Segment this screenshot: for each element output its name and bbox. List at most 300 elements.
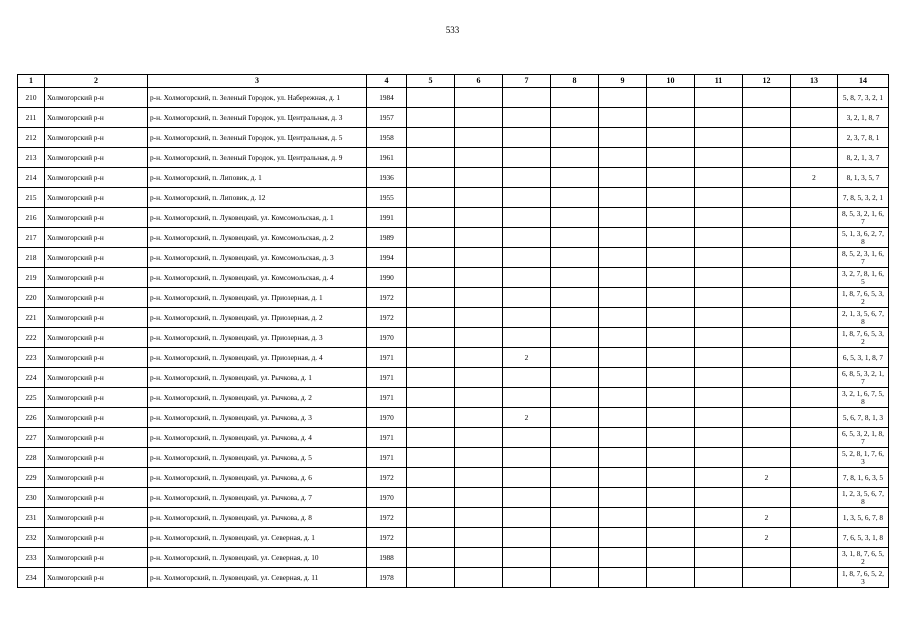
table-cell-col-10 [647,268,695,288]
table-cell-col-1: 234 [18,568,45,588]
table-cell-col-12 [743,488,791,508]
table-cell-col-7 [503,328,551,348]
table-cell-col-1: 216 [18,208,45,228]
table-cell-col-6 [455,528,503,548]
table-cell-col-3: р-н. Холмогорский, п. Луковецкий, ул. Комсомольская, д. 4 [148,268,367,288]
table-row [18,168,889,188]
table-cell-col-14: 5, 8, 7, 3, 2, 1 [838,88,889,108]
table-cell-col-1: 228 [18,448,45,468]
table-cell-col-14: 8, 5, 2, 3, 1, 6, 7 [838,248,889,268]
table-cell-col-9 [599,508,647,528]
table-cell-col-4: 1971 [367,348,407,368]
table-cell-col-3: р-н. Холмогорский, п. Луковецкий, ул. Рычкова, д. 7 [148,488,367,508]
table-row [18,368,889,388]
table-cell-col-14: 1, 8, 7, 6, 5, 2, 3 [838,568,889,588]
table-cell-col-5 [407,428,455,448]
table-cell-col-8 [551,208,599,228]
table-cell-col-6 [455,328,503,348]
table-cell-col-7 [503,248,551,268]
table-cell-col-10 [647,368,695,388]
table-cell-col-5 [407,288,455,308]
table-cell-col-1: 225 [18,388,45,408]
table-cell-col-4: 1957 [367,108,407,128]
table-cell-col-7 [503,208,551,228]
table-cell-col-1: 221 [18,308,45,328]
table-row [18,348,889,368]
table-cell-col-12 [743,368,791,388]
table-cell-col-2: Холмогорский р-н [45,448,148,468]
table-cell-col-12 [743,168,791,188]
table-cell-col-9 [599,428,647,448]
table-cell-col-8 [551,428,599,448]
table-cell-col-4: 1972 [367,288,407,308]
table-cell-col-2: Холмогорский р-н [45,368,148,388]
table-cell-col-8 [551,228,599,248]
table-cell-col-5 [407,168,455,188]
table-cell-col-12: 2 [743,468,791,488]
table-cell-col-6 [455,428,503,448]
table-cell-col-12: 2 [743,528,791,548]
table-cell-col-4: 1971 [367,448,407,468]
table-cell-col-7 [503,508,551,528]
table-cell-col-10 [647,348,695,368]
table-cell-col-5 [407,328,455,348]
column-header-12: 12 [743,75,791,88]
page-number: 533 [445,25,460,35]
table-cell-col-14: 1, 2, 3, 5, 6, 7, 8 [838,488,889,508]
table-cell-col-11 [695,188,743,208]
table-cell-col-11 [695,308,743,328]
table-cell-col-1: 215 [18,188,45,208]
table-cell-col-14: 1, 8, 7, 6, 5, 3, 2 [838,288,889,308]
table-cell-col-9 [599,108,647,128]
table-cell-col-3: р-н. Холмогорский, п. Луковецкий, ул. Рычкова, д. 5 [148,448,367,468]
table-cell-col-3: р-н. Холмогорский, п. Луковецкий, ул. Комсомольская, д. 1 [148,208,367,228]
table-cell-col-6 [455,568,503,588]
column-header-7: 7 [503,75,551,88]
table-cell-col-8 [551,188,599,208]
table-row [18,468,889,488]
table-cell-col-8 [551,488,599,508]
table-cell-col-1: 227 [18,428,45,448]
column-header-9: 9 [599,75,647,88]
table-cell-col-4: 1972 [367,508,407,528]
table-cell-col-8 [551,408,599,428]
table-cell-col-5 [407,568,455,588]
table-cell-col-13 [791,508,838,528]
table-cell-col-4: 1990 [367,268,407,288]
table-cell-col-6 [455,168,503,188]
table-cell-col-1: 233 [18,548,45,568]
table-cell-col-2: Холмогорский р-н [45,388,148,408]
table-cell-col-5 [407,548,455,568]
table-cell-col-5 [407,408,455,428]
table-cell-col-7 [503,468,551,488]
table-cell-col-11 [695,568,743,588]
table-cell-col-2: Холмогорский р-н [45,128,148,148]
table-cell-col-6 [455,88,503,108]
table-cell-col-14: 8, 5, 3, 2, 1, 6, 7 [838,208,889,228]
table-cell-col-6 [455,548,503,568]
table-cell-col-10 [647,488,695,508]
table-cell-col-11 [695,128,743,148]
table-cell-col-8 [551,168,599,188]
table-cell-col-9 [599,388,647,408]
table-cell-col-8 [551,508,599,528]
table-cell-col-1: 223 [18,348,45,368]
table-cell-col-8 [551,348,599,368]
table-cell-col-2: Холмогорский р-н [45,508,148,528]
table-cell-col-2: Холмогорский р-н [45,348,148,368]
table-cell-col-5 [407,348,455,368]
table-cell-col-4: 1970 [367,488,407,508]
table-cell-col-8 [551,368,599,388]
table-cell-col-13 [791,488,838,508]
table-cell-col-11 [695,208,743,228]
table-cell-col-1: 217 [18,228,45,248]
table-cell-col-13: 2 [791,168,838,188]
table-cell-col-5 [407,128,455,148]
table-cell-col-12 [743,568,791,588]
table-cell-col-4: 1936 [367,168,407,188]
table-cell-col-1: 211 [18,108,45,128]
table-cell-col-9 [599,368,647,388]
table-cell-col-11 [695,248,743,268]
table-cell-col-4: 1991 [367,208,407,228]
table-cell-col-10 [647,428,695,448]
table-cell-col-8 [551,328,599,348]
table-cell-col-11 [695,148,743,168]
table-cell-col-5 [407,508,455,528]
table-cell-col-12 [743,108,791,128]
table-cell-col-7 [503,368,551,388]
table-cell-col-1: 212 [18,128,45,148]
table-cell-col-5 [407,268,455,288]
table-cell-col-10 [647,168,695,188]
table-cell-col-13 [791,268,838,288]
table-row [18,268,889,288]
table-cell-col-6 [455,128,503,148]
table-cell-col-10 [647,208,695,228]
table-cell-col-12 [743,148,791,168]
table-cell-col-2: Холмогорский р-н [45,148,148,168]
table-cell-col-1: 231 [18,508,45,528]
table-cell-col-9 [599,288,647,308]
table-cell-col-11 [695,228,743,248]
table-cell-col-3: р-н. Холмогорский, п. Луковецкий, ул. Приозерная, д. 4 [148,348,367,368]
table-cell-col-6 [455,108,503,128]
table-cell-col-6 [455,408,503,428]
table-cell-col-12 [743,88,791,108]
table-cell-col-5 [407,148,455,168]
table-cell-col-2: Холмогорский р-н [45,468,148,488]
table-cell-col-11 [695,288,743,308]
table-cell-col-11 [695,488,743,508]
table-cell-col-10 [647,448,695,468]
table-cell-col-5 [407,308,455,328]
table-cell-col-13 [791,348,838,368]
table-cell-col-12 [743,208,791,228]
table-cell-col-3: р-н. Холмогорский, п. Липовик, д. 1 [148,168,367,188]
table-cell-col-14: 3, 2, 1, 6, 7, 5, 8 [838,388,889,408]
table-cell-col-10 [647,408,695,428]
table-cell-col-2: Холмогорский р-н [45,248,148,268]
table-cell-col-1: 222 [18,328,45,348]
column-header-5: 5 [407,75,455,88]
table-cell-col-12 [743,188,791,208]
table-row [18,188,889,208]
table-cell-col-9 [599,148,647,168]
table-cell-col-12 [743,288,791,308]
table-cell-col-3: р-н. Холмогорский, п. Луковецкий, ул. Рычкова, д. 2 [148,388,367,408]
table-row [18,568,889,588]
table-cell-col-3: р-н. Холмогорский, п. Луковецкий, ул. Комсомольская, д. 3 [148,248,367,268]
table-cell-col-6 [455,248,503,268]
column-header-13: 13 [791,75,838,88]
table-cell-col-10 [647,128,695,148]
table-cell-col-10 [647,248,695,268]
table-cell-col-3: р-н. Холмогорский, п. Зеленый Городок, ул. Центральная, д. 5 [148,128,367,148]
table-row [18,248,889,268]
table-row [18,408,889,428]
table-cell-col-5 [407,528,455,548]
table-cell-col-8 [551,568,599,588]
table-cell-col-8 [551,468,599,488]
table-cell-col-12 [743,388,791,408]
table-cell-col-9 [599,348,647,368]
table-cell-col-2: Холмогорский р-н [45,288,148,308]
table-cell-col-10 [647,548,695,568]
table-cell-col-13 [791,448,838,468]
table-cell-col-6 [455,488,503,508]
table-cell-col-11 [695,388,743,408]
table-cell-col-8 [551,148,599,168]
table-cell-col-12 [743,228,791,248]
table-cell-col-10 [647,528,695,548]
table-cell-col-9 [599,208,647,228]
table-cell-col-10 [647,388,695,408]
table-cell-col-8 [551,388,599,408]
table-cell-col-8 [551,548,599,568]
table-cell-col-7 [503,448,551,468]
table-cell-col-7 [503,128,551,148]
table-row [18,288,889,308]
table-cell-col-4: 1972 [367,528,407,548]
table-cell-col-10 [647,228,695,248]
table-cell-col-14: 5, 6, 7, 8, 1, 3 [838,408,889,428]
table-cell-col-3: р-н. Холмогорский, п. Луковецкий, ул. Северная, д. 10 [148,548,367,568]
table-row [18,128,889,148]
table-cell-col-14: 7, 6, 5, 3, 1, 8 [838,528,889,548]
table-cell-col-3: р-н. Холмогорский, п. Зеленый Городок, ул. Набережная, д. 1 [148,88,367,108]
table-cell-col-12 [743,428,791,448]
table-cell-col-3: р-н. Холмогорский, п. Луковецкий, ул. Рычкова, д. 6 [148,468,367,488]
table-cell-col-12 [743,128,791,148]
table-cell-col-8 [551,108,599,128]
table-cell-col-12 [743,248,791,268]
table-cell-col-6 [455,508,503,528]
table-cell-col-3: р-н. Холмогорский, п. Зеленый Городок, ул. Центральная, д. 3 [148,108,367,128]
table-row [18,108,889,128]
table-cell-col-2: Холмогорский р-н [45,228,148,248]
table-cell-col-14: 2, 3, 7, 8, 1 [838,128,889,148]
table-cell-col-3: р-н. Холмогорский, п. Луковецкий, ул. Рычкова, д. 8 [148,508,367,528]
table-row [18,328,889,348]
table-cell-col-2: Холмогорский р-н [45,108,148,128]
table-cell-col-2: Холмогорский р-н [45,268,148,288]
table-cell-col-4: 1971 [367,388,407,408]
table-cell-col-6 [455,208,503,228]
table-cell-col-2: Холмогорский р-н [45,548,148,568]
table-cell-col-2: Холмогорский р-н [45,308,148,328]
table-cell-col-13 [791,288,838,308]
table-cell-col-11 [695,528,743,548]
table-row [18,208,889,228]
table-cell-col-13 [791,468,838,488]
table-cell-col-3: р-н. Холмогорский, п. Луковецкий, ул. Приозерная, д. 2 [148,308,367,328]
table-cell-col-6 [455,368,503,388]
table-cell-col-12 [743,548,791,568]
table-cell-col-3: р-н. Холмогорский, п. Зеленый Городок, ул. Центральная, д. 9 [148,148,367,168]
table-row [18,528,889,548]
table-cell-col-10 [647,188,695,208]
table-cell-col-4: 1984 [367,88,407,108]
table-cell-col-11 [695,428,743,448]
table-cell-col-7 [503,188,551,208]
table-cell-col-14: 6, 5, 3, 2, 1, 8, 7 [838,428,889,448]
table-cell-col-5 [407,388,455,408]
table-cell-col-11 [695,108,743,128]
table-cell-col-9 [599,188,647,208]
table-cell-col-9 [599,468,647,488]
table-cell-col-14: 1, 8, 7, 6, 5, 3, 2 [838,328,889,348]
table-cell-col-13 [791,228,838,248]
table-cell-col-10 [647,148,695,168]
table-cell-col-2: Холмогорский р-н [45,408,148,428]
table-cell-col-6 [455,308,503,328]
table-cell-col-5 [407,368,455,388]
table-cell-col-13 [791,88,838,108]
table-cell-col-4: 1971 [367,428,407,448]
table-cell-col-3: р-н. Холмогорский, п. Луковецкий, ул. Комсомольская, д. 2 [148,228,367,248]
table-cell-col-3: р-н. Холмогорский, п. Луковецкий, ул. Северная, д. 1 [148,528,367,548]
column-header-2: 2 [45,75,148,88]
table-cell-col-12 [743,328,791,348]
table-cell-col-4: 1972 [367,308,407,328]
table-cell-col-7 [503,428,551,448]
table-cell-col-14: 7, 8, 5, 3, 2, 1 [838,188,889,208]
table-cell-col-3: р-н. Холмогорский, п. Луковецкий, ул. Рычкова, д. 4 [148,428,367,448]
table-cell-col-14: 8, 1, 3, 5, 7 [838,168,889,188]
column-header-1: 1 [18,75,45,88]
table-cell-col-6 [455,188,503,208]
table-cell-col-13 [791,568,838,588]
table-cell-col-11 [695,408,743,428]
column-header-6: 6 [455,75,503,88]
table-cell-col-6 [455,148,503,168]
table-cell-col-5 [407,488,455,508]
table-cell-col-13 [791,248,838,268]
table-cell-col-12 [743,348,791,368]
column-header-14: 14 [838,75,889,88]
table-cell-col-11 [695,368,743,388]
column-header-4: 4 [367,75,407,88]
table-cell-col-5 [407,248,455,268]
table-cell-col-7: 2 [503,348,551,368]
table-cell-col-3: р-н. Холмогорский, п. Луковецкий, ул. Приозерная, д. 1 [148,288,367,308]
table-cell-col-1: 219 [18,268,45,288]
table-cell-col-5 [407,88,455,108]
table-cell-col-14: 8, 2, 1, 3, 7 [838,148,889,168]
table-cell-col-13 [791,388,838,408]
table-cell-col-11 [695,448,743,468]
table-cell-col-14: 7, 8, 1, 6, 3, 5 [838,468,889,488]
table-cell-col-11 [695,348,743,368]
table-cell-col-1: 224 [18,368,45,388]
table-cell-col-9 [599,448,647,468]
table-cell-col-7 [503,148,551,168]
table-cell-col-11 [695,548,743,568]
table-cell-col-4: 1972 [367,468,407,488]
table-row [18,428,889,448]
table-cell-col-4: 1978 [367,568,407,588]
table-cell-col-3: р-н. Холмогорский, п. Липовик, д. 12 [148,188,367,208]
table-cell-col-7 [503,288,551,308]
table-cell-col-5 [407,468,455,488]
table-cell-col-6 [455,448,503,468]
table-cell-col-10 [647,568,695,588]
table-cell-col-12 [743,268,791,288]
table-cell-col-1: 218 [18,248,45,268]
table-cell-col-9 [599,488,647,508]
table-cell-col-1: 214 [18,168,45,188]
table-cell-col-2: Холмогорский р-н [45,188,148,208]
table-cell-col-14: 6, 5, 3, 1, 8, 7 [838,348,889,368]
table-cell-col-8 [551,528,599,548]
table-cell-col-1: 230 [18,488,45,508]
data-table [17,74,889,588]
table-cell-col-4: 1955 [367,188,407,208]
table-cell-col-2: Холмогорский р-н [45,568,148,588]
table-cell-col-11 [695,328,743,348]
header-row [18,75,889,88]
table-cell-col-1: 213 [18,148,45,168]
table-cell-col-8 [551,288,599,308]
table-cell-col-8 [551,128,599,148]
table-cell-col-1: 232 [18,528,45,548]
table-cell-col-11 [695,268,743,288]
table-cell-col-7 [503,168,551,188]
table-cell-col-12 [743,308,791,328]
table-cell-col-9 [599,548,647,568]
table-cell-col-7 [503,488,551,508]
table-cell-col-9 [599,268,647,288]
table-cell-col-7 [503,528,551,548]
table-cell-col-7 [503,228,551,248]
table-cell-col-1: 210 [18,88,45,108]
table-cell-col-13 [791,148,838,168]
column-header-8: 8 [551,75,599,88]
table-cell-col-10 [647,88,695,108]
table-cell-col-14: 5, 2, 8, 1, 7, 6, 3 [838,448,889,468]
table-cell-col-9 [599,568,647,588]
table-cell-col-13 [791,308,838,328]
table-cell-col-8 [551,248,599,268]
table-cell-col-3: р-н. Холмогорский, п. Луковецкий, ул. Рычкова, д. 1 [148,368,367,388]
table-cell-col-6 [455,468,503,488]
table-cell-col-6 [455,388,503,408]
table-cell-col-8 [551,268,599,288]
